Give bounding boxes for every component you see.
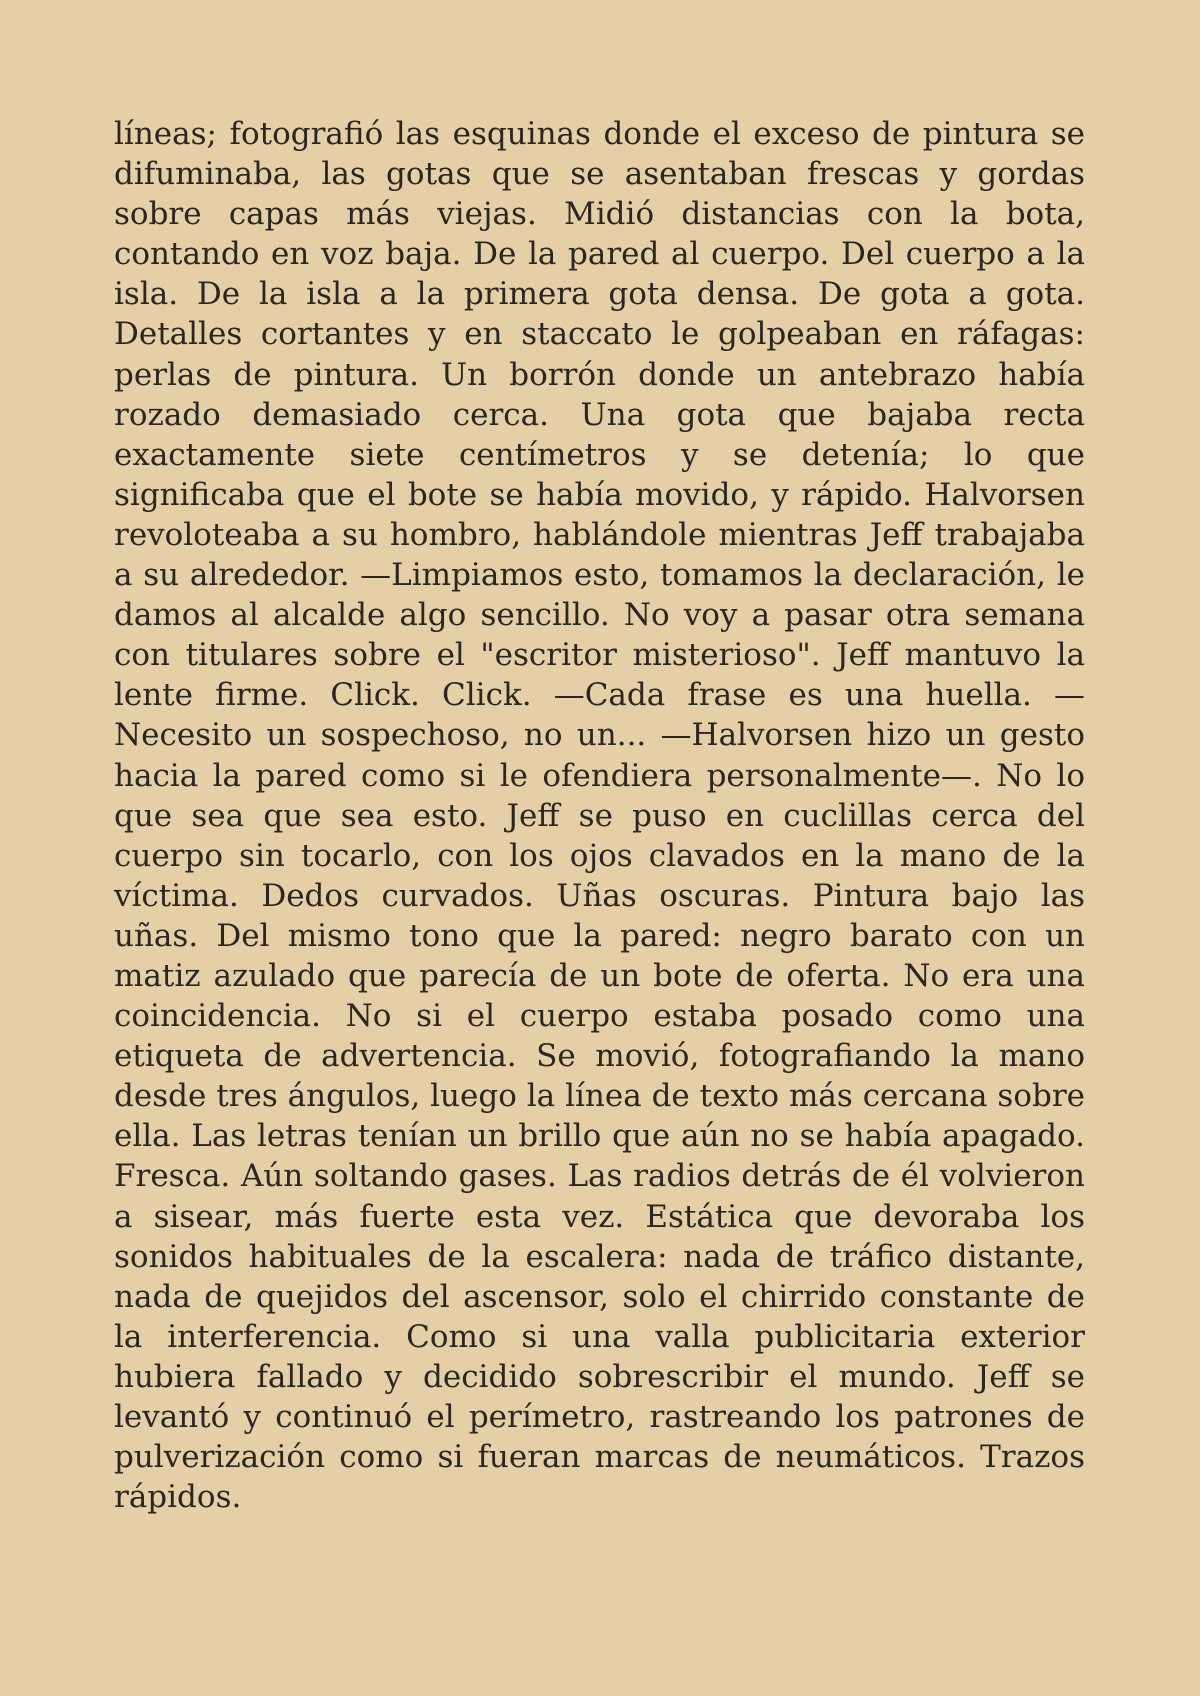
body-paragraph: líneas; fotografió las esquinas donde el exceso de pintura se difuminaba, las gotas que se asentaban frescas y gordas sobre capas más viejas. Midió distancias con la bota, contando en voz baja. De la pared al cuerpo. Del cuerpo a la isla. De la isla a la primera gota densa. De gota a gota. Detalles cortantes y en staccato le golpeaban en ráfagas: perlas de pintura. Un borrón donde un antebrazo había rozado demasiado cerca. Una gota que bajaba recta exactamente siete centímetros y se detenía; lo que significaba que el bote se había movido, y rápido. Halvorsen revoloteaba a su hombro, hablándole mientras Jeff trabajaba a su alrededor. —Limpiamos esto, tomamos la declaración, le damos al alcalde algo sencillo. No voy a pasar otra semana con titulares sobre el "escritor misterioso". Jeff mantuvo la lente firme. Click. Click. —Cada frase es una huella. —Necesito un sospechoso, no un... —Halvorsen hizo un gesto hacia la pared como si le ofendiera personalmente—. No lo que sea que sea esto. Jeff se puso en cuclillas cerca del cuerpo sin tocarlo, con los ojos clavados en la mano de la víctima. Dedos curvados. Uñas oscuras. Pintura bajo las uñas. Del mismo tono que la pared: negro barato con un matiz azulado que parecía de un bote de oferta. No era una coincidencia. No si el cuerpo estaba posado como una etiqueta de advertencia. Se movió, fotografiando la mano desde tres ángulos, luego la línea de texto más cercana sobre ella. Las letras tenían un brillo que aún no se había apagado. Fresca. Aún soltando gases. Las radios detrás de él volvieron a sisear, más fuerte esta vez. Estática que devoraba los sonidos habituales de la escalera: nada de tráfico distante, nada de quejidos del ascensor, solo el chirrido constante de la interferencia. Como si una valla publicitaria exterior hubiera fallado y decidido sobrescribir el mundo. Jeff se levantó y continuó el perímetro, rastreando los patrones de pulverización como si fueran marcas de neumáticos. Trazos rápidos.	[114, 116, 1085, 1516]
